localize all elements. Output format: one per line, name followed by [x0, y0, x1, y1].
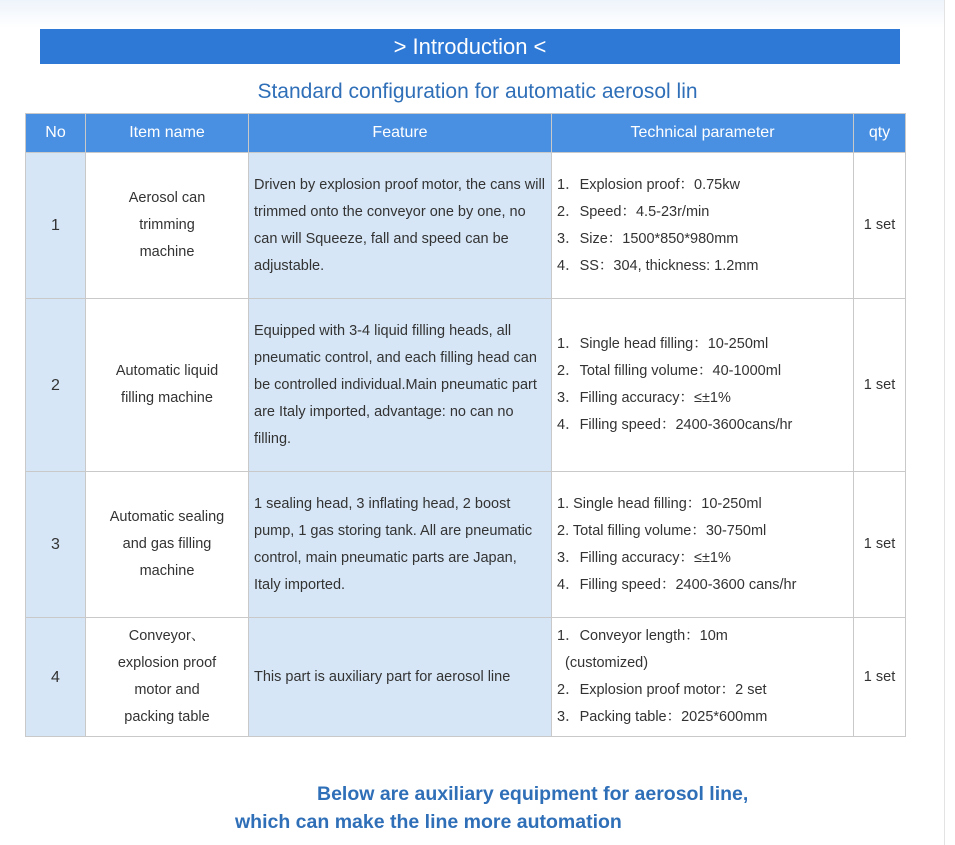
row-no: 2 — [26, 299, 86, 472]
tech-param-line: 2．Total filling volume：40-1000ml — [557, 363, 782, 379]
item-name-line: Aerosol can — [128, 190, 206, 206]
tech-param-line: 1．Single head filling：10-250ml — [557, 336, 769, 352]
item-name-line: trimming — [139, 217, 195, 233]
table-title: Standard configuration for automatic aerosol lin — [257, 80, 698, 103]
top-gradient — [0, 0, 944, 28]
item-name-line: Conveyor、 — [128, 628, 206, 644]
row-qty: 1 set — [854, 472, 906, 618]
row-qty: 1 set — [854, 299, 906, 472]
item-name-line: Automatic sealing — [109, 509, 225, 525]
tech-param-line: 1．Conveyor length：10m — [557, 628, 728, 644]
tech-param-line: 3．Filling accuracy：≤±1% — [557, 390, 731, 406]
item-name-line: machine — [139, 563, 195, 579]
table-row — [26, 472, 906, 618]
config-table — [25, 113, 906, 737]
row-no: 4 — [26, 618, 86, 737]
row-feature: Equipped with 3-4 liquid filling heads, all pneumatic control, and each filling head can be controlled individual.Main pneumatic part are Italy imported, advantage: no can no filling. — [249, 299, 552, 472]
header-qty: qty — [854, 114, 906, 153]
header-no: No — [26, 114, 86, 153]
tech-param-line: 3．Filling accuracy：≤±1% — [557, 549, 731, 566]
tech-param-line: 4．Filling speed：2400-3600cans/hr — [557, 417, 793, 433]
item-name-line: and gas filling — [122, 536, 212, 552]
header-technical-parameter: Technical parameter — [552, 114, 854, 153]
tech-param-line: (customized) — [557, 655, 649, 671]
row-item-name — [86, 153, 249, 299]
row-tech-params — [552, 472, 854, 618]
footer-line-1: Below are auxiliary equipment for aerosol line, — [317, 783, 749, 805]
table-row — [26, 299, 906, 472]
row-tech-params — [552, 153, 854, 299]
table-row — [26, 618, 906, 737]
row-tech-params — [552, 299, 854, 472]
row-feature: Driven by explosion proof motor, the cans will trimmed onto the conveyor one by one, no can will Squeeze, fall and speed can be adjustable. — [249, 153, 552, 299]
row-item-name — [86, 472, 249, 618]
item-name-line: packing table — [124, 709, 210, 725]
tech-param-line: 3．Packing table：2025*600mm — [557, 709, 768, 725]
row-no: 3 — [26, 472, 86, 618]
header-item-name: Item name — [86, 114, 249, 153]
page-right-border — [944, 0, 945, 845]
row-no: 1 — [26, 153, 86, 299]
row-item-name — [86, 299, 249, 472]
row-item-name — [86, 618, 249, 737]
tech-param-line: 3．Size：1500*850*980mm — [557, 230, 739, 247]
chevron-right-icon: > — [393, 33, 407, 59]
tech-param-line: 2．Speed：4.5-23r/min — [557, 203, 710, 220]
tech-param-line: 2. Total filling volume：30-750ml — [557, 522, 767, 539]
table-header-row — [26, 114, 906, 153]
row-feature: This part is auxiliary part for aerosol line — [249, 618, 552, 737]
table-row — [26, 153, 906, 299]
row-tech-params — [552, 618, 854, 737]
section-banner — [40, 29, 900, 64]
footer-line-2: which can make the line more automation — [235, 811, 622, 833]
row-qty: 1 set — [854, 153, 906, 299]
item-name-line: explosion proof — [117, 655, 217, 671]
item-name-line: Automatic liquid — [115, 363, 219, 379]
chevron-left-icon: < — [533, 33, 547, 59]
item-name-line: filling machine — [121, 390, 213, 406]
row-feature: 1 sealing head, 3 inflating head, 2 boost pump, 1 gas storing tank. All are pneumatic control, main pneumatic parts are Japan, Italy imported. — [249, 472, 552, 618]
item-name-line: motor and — [134, 682, 200, 698]
header-feature: Feature — [249, 114, 552, 153]
tech-param-line: 1．Explosion proof：0.75kw — [557, 176, 740, 193]
tech-param-line: 2．Explosion proof motor：2 set — [557, 682, 767, 698]
tech-param-line: 4．Filling speed：2400-3600 cans/hr — [557, 576, 797, 593]
tech-param-line: 4．SS：304, thickness: 1.2mm — [557, 257, 759, 274]
tech-param-line: 1. Single head filling：10-250ml — [557, 495, 762, 512]
item-name-line: machine — [139, 244, 195, 260]
banner-title: Introduction — [412, 33, 528, 59]
row-qty: 1 set — [854, 618, 906, 737]
